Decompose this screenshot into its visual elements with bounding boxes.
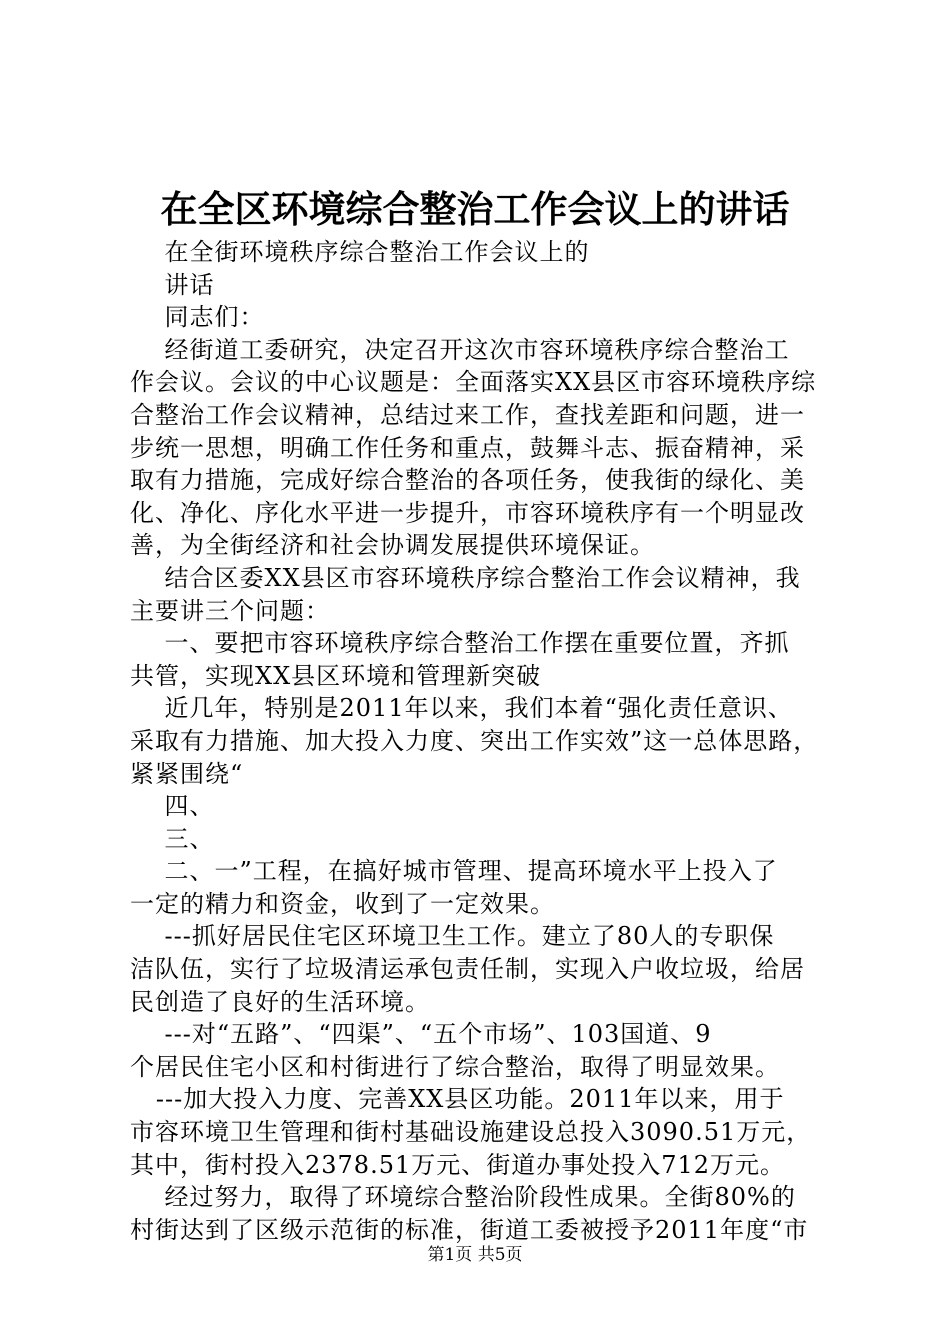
text-line: 一定的精力和资金，收到了一定效果。 bbox=[130, 889, 555, 918]
text-line: 采取有力措施、加大投入力度、突出工作实效”这一总体思路， bbox=[130, 726, 819, 755]
text-line: 同志们： bbox=[130, 303, 265, 332]
text-line: 近几年，特别是2011年以来，我们本着“强化责任意识、 bbox=[130, 694, 793, 723]
text-line: ---对“五路”、“四渠”、“五个市场”、103国道、9 bbox=[130, 1020, 712, 1049]
document-body bbox=[130, 236, 830, 1246]
text-line: 其中，街村投入2378.51万元、街道办事处投入712万元。 bbox=[130, 1150, 786, 1179]
text-line: 结合区委XX县区市容环境秩序综合整治工作会议精神，我 bbox=[130, 563, 801, 592]
text-line: 个居民住宅小区和村街进行了综合整治，取得了明显效果。 bbox=[130, 1052, 780, 1081]
text-line: 村街达到了区级示范街的标准，街道工委被授予2011年度“市 bbox=[130, 1215, 809, 1244]
text-line: 合整治工作会议精神，总结过来工作，查找差距和问题，进一 bbox=[130, 400, 805, 429]
text-line: 四、 bbox=[130, 792, 215, 821]
text-line: ---加大投入力度、完善XX县区功能。2011年以来，用于 bbox=[130, 1085, 785, 1114]
text-line: 二、一”工程，在搞好城市管理、提高环境水平上投入了 bbox=[130, 857, 778, 886]
text-line: 市容环境卫生管理和街村基础设施建设总投入3090.51万元， bbox=[130, 1118, 812, 1147]
text-line: 在全街环境秩序综合整治工作会议上的 bbox=[130, 238, 590, 266]
text-line: 民创造了良好的生活环境。 bbox=[130, 987, 430, 1016]
text-line: 讲话 bbox=[130, 270, 215, 299]
text-line: 步统一思想，明确工作任务和重点，鼓舞斗志、振奋精神，采 bbox=[130, 433, 805, 462]
text-line: 三、 bbox=[130, 824, 215, 853]
text-line: 紧紧围绕“ bbox=[130, 759, 244, 788]
document-title: 在全区环境综合整治工作会议上的讲话 bbox=[160, 187, 790, 231]
text-line: 共管，实现XX县区环境和管理新突破 bbox=[130, 661, 542, 690]
text-line: 一、要把市容环境秩序综合整治工作摆在重要位置，齐抓 bbox=[130, 629, 790, 658]
page-footer: 第1页 共5页 bbox=[427, 1245, 523, 1265]
text-line: 主要讲三个问题： bbox=[130, 596, 330, 625]
text-line: 经过努力，取得了环境综合整治阶段性成果。全街80%的 bbox=[130, 1183, 796, 1212]
text-line: 作会议。会议的中心议题是：全面落实XX县区市容环境秩序综 bbox=[130, 368, 817, 397]
text-line: 取有力措施，完成好综合整治的各项任务，使我街的绿化、美 bbox=[130, 466, 805, 495]
text-line: 善，为全街经济和社会协调发展提供环境保证。 bbox=[130, 531, 655, 560]
text-line: 洁队伍，实行了垃圾清运承包责任制，实现入户收垃圾，给居 bbox=[130, 955, 805, 984]
text-line: 经街道工委研究，决定召开这次市容环境秩序综合整治工 bbox=[130, 335, 790, 364]
text-line: ---抓好居民住宅区环境卫生工作。建立了80人的专职保 bbox=[130, 922, 775, 951]
text-line: 化、净化、序化水平进一步提升，市容环境秩序有一个明显改 bbox=[130, 498, 805, 527]
